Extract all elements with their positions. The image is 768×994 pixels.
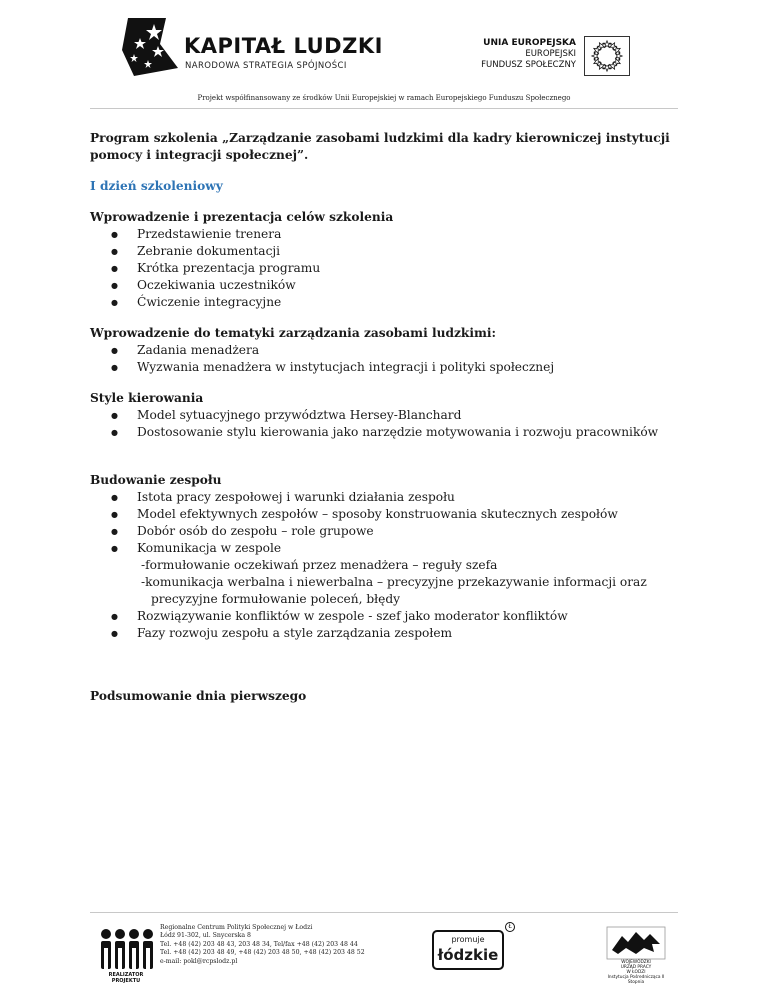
header-divider bbox=[90, 108, 678, 109]
address-line: e-mail: pokl@rcpslodz.pl bbox=[160, 957, 238, 965]
wup-line: Instytucja Pośrednicząca II Stopnia bbox=[607, 975, 665, 985]
wup-caption bbox=[606, 960, 666, 985]
section-hr-management bbox=[90, 325, 678, 376]
address-line: Łódź 91-302, ul. Snycerska 8 bbox=[160, 932, 251, 940]
eu-label-line1: UNIA EUROPEJSKA bbox=[483, 38, 576, 48]
document-title-line2: pomocy i integracji społecznej”. bbox=[90, 148, 309, 162]
summary-heading: Podsumowanie dnia pierwszego bbox=[90, 689, 307, 703]
promo-line1: promuje bbox=[451, 935, 485, 944]
sub-item-continuation: precyzyjne formułowanie poleceń, błędy bbox=[151, 592, 401, 606]
list-item: ● Dobór osób do zespołu – role grupowe bbox=[90, 523, 678, 540]
eu-flag-icon bbox=[584, 36, 630, 76]
list-item: ● Rozwiązywanie konfliktów w zespole - szef jako moderator konfliktów bbox=[90, 608, 678, 625]
people-group-logo-icon bbox=[98, 926, 154, 972]
document-body bbox=[90, 130, 678, 705]
list-item: ● Zebranie dokumentacji bbox=[90, 243, 678, 260]
logo-subtitle: NARODOWA STRATEGIA SPÓJNOŚCI bbox=[185, 61, 347, 71]
page-header bbox=[0, 0, 768, 110]
eu-label bbox=[446, 38, 576, 71]
list-item: ● Przedstawienie trenera bbox=[90, 226, 678, 243]
section-leadership-styles bbox=[90, 390, 678, 441]
bullet-list bbox=[90, 489, 678, 642]
address-line: Regionalne Centrum Polityki Społecznej w Łodzi bbox=[160, 924, 313, 931]
footer-address bbox=[160, 924, 365, 966]
list-item: ● Istota pracy zespołowej i warunki działania zespołu bbox=[90, 489, 678, 506]
wup-lodz-logo-icon bbox=[606, 926, 666, 960]
eu-label-line2: EUROPEJSKI bbox=[525, 49, 576, 59]
section-heading: Wprowadzenie do tematyki zarządzania zasobami ludzkimi: bbox=[90, 326, 496, 340]
promo-line2: łódzkie bbox=[437, 946, 499, 964]
section-team-building bbox=[90, 472, 678, 642]
section-heading: Budowanie zespołu bbox=[90, 473, 222, 487]
footer-divider bbox=[90, 912, 678, 913]
list-item: ● Ćwiczenie integracyjne bbox=[90, 294, 678, 311]
section-heading: Style kierowania bbox=[90, 391, 204, 405]
list-item: ● Model efektywnych zespołów – sposoby konstruowania skutecznych zespołów bbox=[90, 506, 678, 523]
logo-title: KAPITAŁ LUDZKI bbox=[184, 34, 383, 58]
sub-item: -komunikacja werbalna i niewerbalna – precyzyjne przekazywanie informacji oraz bbox=[141, 575, 647, 589]
document-title bbox=[90, 130, 678, 164]
list-item: ● Wyzwania menadżera w instytucjach integracji i polityki społecznej bbox=[90, 359, 678, 376]
promuje-lodzkie-logo bbox=[432, 930, 504, 970]
list-item-communication bbox=[90, 540, 678, 608]
wup-line: W ŁODZI bbox=[626, 970, 646, 975]
wup-line: URZĄD PRACY bbox=[620, 965, 652, 970]
sub-item: -formułowanie oczekiwań przez menadżera – reguły szefa bbox=[141, 558, 498, 572]
list-item: ● Oczekiwania uczestników bbox=[90, 277, 678, 294]
eu-label-line3: FUNDUSZ SPOŁECZNY bbox=[481, 60, 576, 70]
list-item-label: Komunikacja w zespole bbox=[137, 541, 282, 555]
list-item: ● Krótka prezentacja programu bbox=[90, 260, 678, 277]
section-heading: Wprowadzenie i prezentacja celów szkolenia bbox=[90, 210, 394, 224]
document-title-line1: Program szkolenia „Zarządzanie zasobami ludzkimi dla kadry kierowniczej instytucji bbox=[90, 131, 670, 145]
list-item: ● Zadania menadżera bbox=[90, 342, 678, 359]
bullet-list bbox=[90, 226, 678, 311]
kapital-ludzki-logo-icon bbox=[120, 16, 182, 78]
address-line: Tel. +48 (42) 203 48 43, 203 48 34, Tel/fax +48 (42) 203 48 44 bbox=[160, 940, 358, 948]
address-line: Tel. +48 (42) 203 48 49, +48 (42) 203 48 50, +48 (42) 203 48 52 bbox=[160, 949, 365, 957]
realizator-caption: REALIZATOR PROJEKTU bbox=[108, 972, 144, 984]
list-item: ● Dostosowanie stylu kierowania jako narzędzie motywowania i rozwoju pracowników bbox=[90, 424, 678, 441]
wup-line: WOJEWÓDZKI bbox=[621, 960, 651, 965]
promo-badge: Ł bbox=[505, 922, 515, 932]
list-item: ● Fazy rozwoju zespołu a style zarządzania zespołem bbox=[90, 625, 678, 642]
bullet-list bbox=[90, 342, 678, 376]
bullet-list bbox=[90, 407, 678, 441]
day-heading: I dzień szkoleniowy bbox=[90, 179, 223, 193]
list-item: ● Model sytuacyjnego przywództwa Hersey-Blanchard bbox=[90, 407, 678, 424]
cofinancing-note: Projekt współfinansowany ze środków Unii Europejskiej w ramach Europejskiego Funduszu Społecznego bbox=[197, 94, 571, 102]
section-introduction bbox=[90, 209, 678, 311]
